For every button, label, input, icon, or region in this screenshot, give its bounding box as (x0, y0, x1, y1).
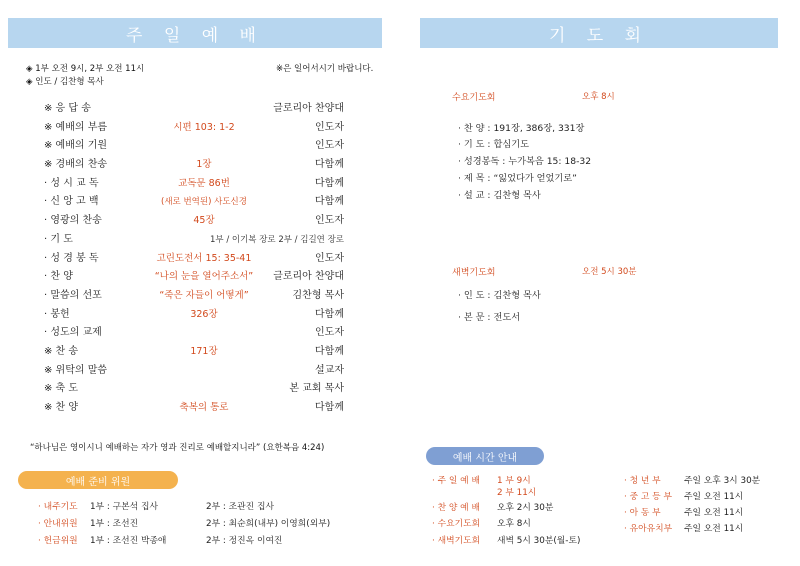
prep-row: · 안내위원 1부 : 조선진 2부 : 최순희(내부) 이영희(외부) (38, 519, 331, 529)
service-times: ◈ 1부 오전 9시, 2부 오전 11시 (26, 64, 145, 74)
order-row: · 기 도 1부 / 이기복 장로 2부 / 김길연 장로 (44, 233, 344, 245)
schedule-item: · 유아유치부 주일 오전 11시 (624, 524, 744, 534)
prep-row: · 헌금위원 1부 : 조선진 박종애 2부 : 정진옥 이여진 (38, 536, 283, 546)
diamond-icon: ◈ (26, 77, 33, 87)
bible-verse: “하나님은 영이시니 예배하는 자가 영과 진리로 예배할지니라” (요한복음 4:24) (30, 443, 325, 453)
wednesday-item: · 찬 양 : 191장, 386장, 331장 (458, 123, 585, 134)
wednesday-item: · 설 교 : 김찬형 목사 (458, 190, 541, 201)
order-row: ※ 축 도 본 교회 목사 (44, 383, 344, 395)
wednesday-item: · 성경봉독 : 누가복음 15: 18-32 (458, 156, 592, 167)
prep-row: · 내주기도 1부 : 구본석 집사 2부 : 조관진 집사 (38, 502, 274, 512)
order-row: · 성 경 봉 독 고린도전서 15: 35-41 인도자 (44, 252, 344, 264)
worship-title: 주 일 예 배 (126, 25, 264, 46)
schedule-item: · 아 동 부 주일 오전 11시 (624, 508, 744, 518)
standing-note: ※은 일어서시기 바랍니다. (276, 64, 374, 74)
order-row: · 성도의 교제 인도자 (44, 327, 344, 339)
prep-committee-title: 예배 준비 위원 (18, 471, 178, 489)
schedule-item: · 중 고 등 부 주일 오전 11시 (624, 492, 744, 502)
order-row: ※ 찬 송 171장 다함께 (44, 345, 344, 357)
schedule-item: · 새벽기도회 새벽 5시 30분(월-토) (432, 536, 581, 546)
order-row: · 신 앙 고 백 (새로 번역된) 사도신경 다함께 (44, 196, 344, 208)
dawn-item: · 인 도 : 김찬형 목사 (458, 290, 541, 301)
wednesday-item: · 기 도 : 합심기도 (458, 139, 529, 150)
schedule-item: 2 부 11시 (497, 488, 537, 498)
schedule-title: 예배 시간 안내 (426, 447, 544, 465)
order-row: · 말씀의 선포 “죽은 자들이 어떻게” 김찬형 목사 (44, 289, 344, 301)
order-row: ※ 위탁의 말씀 설교자 (44, 364, 344, 376)
wednesday-time: 오후 8시 (582, 92, 615, 102)
order-row: · 영광의 찬송 45장 인도자 (44, 215, 344, 227)
order-row: · 찬 양 “나의 눈을 열어주소서” 글로리아 찬양대 (44, 271, 344, 283)
schedule-item: · 주 일 예 배 1 부 9시 (432, 476, 531, 486)
order-of-worship (44, 100, 344, 418)
service-leader: ◈ 인도 / 김찬형 목사 (26, 77, 104, 87)
schedule-item: · 청 년 부 주일 오후 3시 30분 (624, 476, 761, 486)
order-row: ※ 예배의 부름 시편 103: 1-2 인도자 (44, 121, 344, 133)
wednesday-item: · 제 목 : “잃었다가 얻었기로” (458, 173, 577, 184)
order-row: ※ 예배의 기원 인도자 (44, 140, 344, 152)
order-row: · 봉헌 326장 다함께 (44, 308, 344, 320)
order-row: · 성 시 교 독 교독문 86번 다함께 (44, 177, 344, 189)
schedule-item: · 수요기도회 오후 8시 (432, 519, 531, 529)
worship-title-band (8, 18, 382, 48)
order-row: ※ 경배의 찬송 1장 다함께 (44, 159, 344, 171)
order-row: ※ 응 답 송 글로리아 찬양대 (44, 103, 344, 114)
dawn-title: 새벽기도회 (452, 268, 496, 278)
schedule-item: · 찬 양 예 배 오후 2시 30분 (432, 503, 554, 513)
prayer-title-band (420, 18, 778, 48)
wednesday-title: 수요기도회 (452, 93, 496, 103)
diamond-icon: ◈ (26, 64, 33, 74)
dawn-item: · 본 문 : 전도서 (458, 312, 521, 323)
dawn-time: 오전 5시 30분 (582, 267, 637, 277)
prayer-title: 기 도 회 (548, 25, 650, 46)
order-row: ※ 찬 양 축복의 통로 다함께 (44, 402, 344, 413)
